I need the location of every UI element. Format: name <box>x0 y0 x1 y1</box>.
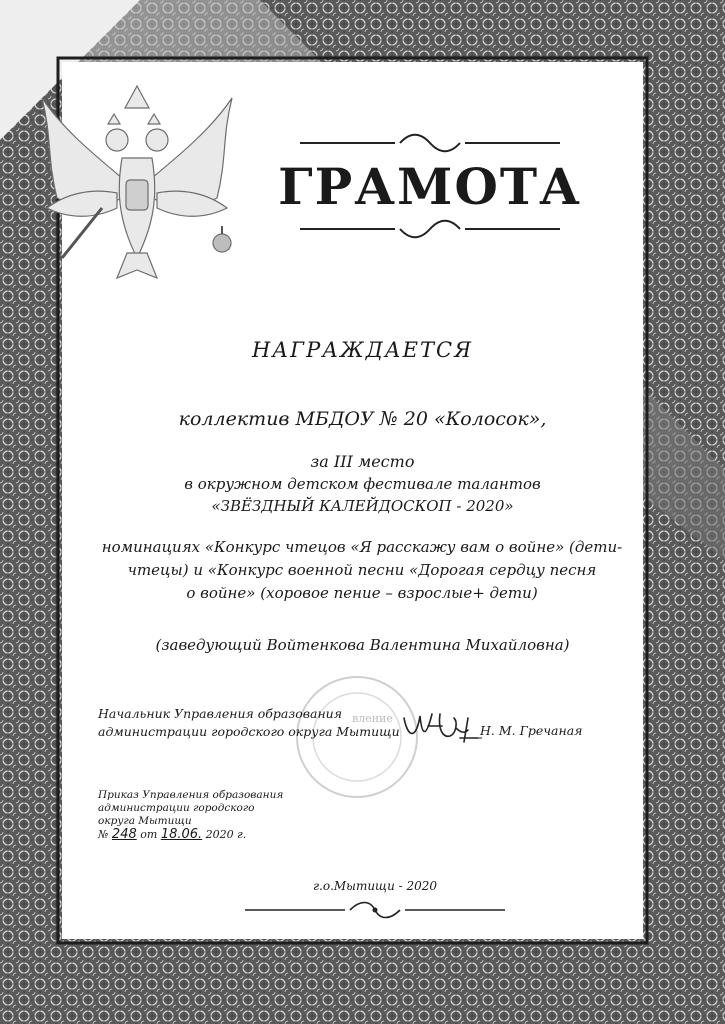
order-from-label: от <box>140 828 158 841</box>
signature-underline <box>460 736 482 740</box>
nominations-line-2: чтецы) и «Конкурс военной песни «Дорогая сердцу песня <box>127 561 597 579</box>
signatory-name: Н. М. Гречаная <box>480 723 583 738</box>
handwritten-signature <box>398 708 480 746</box>
signatory-position <box>98 705 418 741</box>
signatory-position-line-1: Начальник Управления образования <box>98 706 343 721</box>
title-ornament-bottom <box>300 218 560 240</box>
city-year: г.о.Мытищи - 2020 <box>312 879 438 893</box>
order-number: 248 <box>111 827 137 842</box>
certificate-title: ГРАМОТА <box>278 157 582 216</box>
festival-line: в окружном детском фестивале талантов <box>184 475 541 493</box>
order-line-2: администрации городского <box>98 802 255 814</box>
order-number-prefix: № <box>98 828 109 841</box>
stamp-text-fragment: вление <box>352 712 393 725</box>
place-line: за III место <box>310 452 415 471</box>
order-date: 18.06. <box>160 827 203 842</box>
double-headed-eagle-emblem <box>22 58 252 288</box>
order-reference <box>98 789 318 841</box>
order-year: 2020 г. <box>205 828 247 841</box>
awarded-heading: НАГРАЖДАЕТСЯ <box>251 338 474 362</box>
festival-name: «ЗВЁЗДНЫЙ КАЛЕЙДОСКОП - 2020» <box>211 497 514 515</box>
recipient-line: коллектив МБДОУ № 20 «Колосок», <box>178 408 547 430</box>
nominations-text <box>82 536 642 605</box>
order-line-3: округа Мытищи <box>98 815 192 827</box>
head-of-institution: (заведующий Войтенкова Валентина Михайловна) <box>155 636 570 654</box>
order-number-line <box>98 828 318 841</box>
nominations-line-3: о войне» (хоровое пение – взрослые+ дети) <box>186 584 538 602</box>
signatory-position-line-2: администрации городского округа Мытищи <box>98 724 400 739</box>
footer-ornament <box>245 900 505 920</box>
nominations-line-1: номинациях «Конкурс чтецов «Я расскажу вам о войне» (дети- <box>101 538 623 556</box>
order-line-1: Приказ Управления образования <box>98 789 284 801</box>
title-ornament-top <box>300 132 560 154</box>
